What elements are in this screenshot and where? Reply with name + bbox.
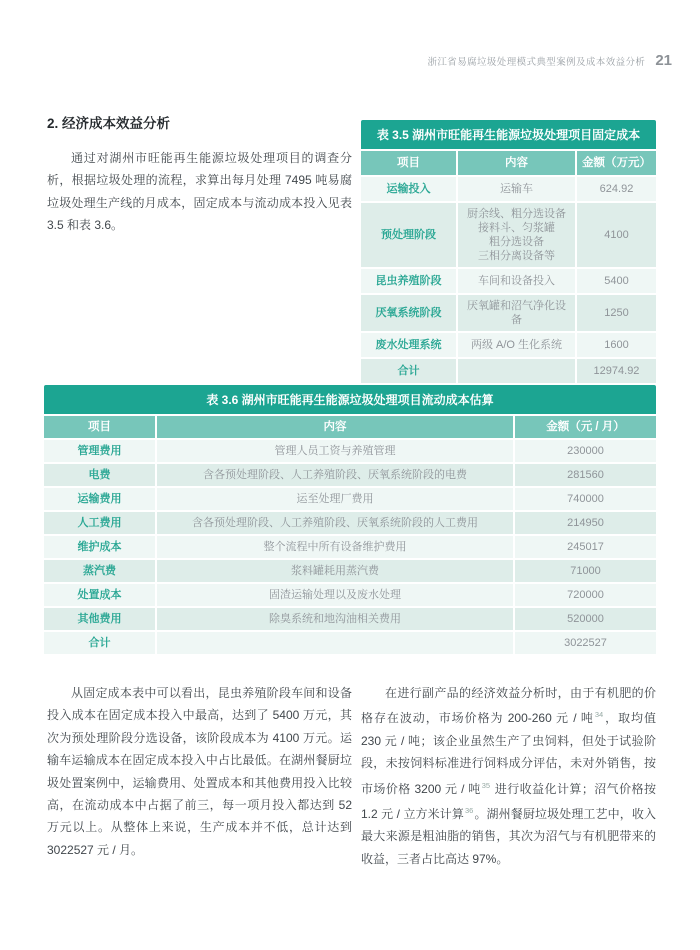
content-cell — [458, 295, 575, 331]
content-cell — [157, 632, 513, 654]
table-row — [44, 584, 656, 606]
byproduct-analysis-column — [361, 682, 656, 870]
item-cell: 处置成本 — [44, 584, 155, 606]
content-line: 接料斗、匀浆罐 — [478, 222, 555, 234]
content-line: 运输车 — [500, 183, 533, 195]
item-cell: 人工费用 — [44, 512, 155, 534]
column-header: 项目 — [44, 416, 155, 438]
amount-cell: 71000 — [515, 560, 656, 582]
column-header: 内容 — [458, 151, 575, 175]
amount-cell: 624.92 — [577, 177, 656, 201]
table-row — [44, 632, 656, 654]
amount-cell: 245017 — [515, 536, 656, 558]
content-line: 粗分选设备 — [489, 236, 544, 248]
fixed-cost-analysis-column — [47, 682, 352, 870]
running-head: 浙江省易腐垃圾处理模式典型案例及成本效益分析 — [427, 57, 646, 68]
table-row — [361, 203, 656, 267]
intro-column — [47, 112, 352, 383]
amount-cell: 720000 — [515, 584, 656, 606]
item-cell: 电费 — [44, 464, 155, 486]
top-section — [47, 112, 656, 383]
analysis-section — [47, 682, 656, 870]
table-row — [44, 560, 656, 582]
table-row — [361, 295, 656, 331]
content-line: 浆料罐耗用蒸汽费 — [291, 565, 379, 577]
content-cell — [458, 333, 575, 357]
table-row — [44, 440, 656, 462]
content-cell — [157, 608, 513, 630]
column-header: 金额（元 / 月） — [515, 416, 656, 438]
amount-cell: 520000 — [515, 608, 656, 630]
item-cell: 维护成本 — [44, 536, 155, 558]
content-line: 管理人员工资与养殖管理 — [274, 445, 396, 457]
content-line: 厨余线、粗分选设备 — [467, 208, 566, 220]
table-title: 表 3.5 湖州市旺能再生能源垃圾处理项目固定成本 — [361, 120, 656, 149]
amount-cell: 1250 — [577, 295, 656, 331]
column-header: 内容 — [157, 416, 513, 438]
item-cell: 其他费用 — [44, 608, 155, 630]
footnote-ref: 34 — [594, 710, 604, 720]
table-row — [361, 333, 656, 357]
intro-paragraph: 通过对湖州市旺能再生能源垃圾处理项目的调查分析，根据垃圾处理的流程，求算出每月处理 7495 吨易腐垃圾处理生产线的月成本，固定成本与流动成本投入见表 3.5 和表 3.6。 — [47, 151, 352, 233]
page-number: 21 — [655, 52, 672, 69]
item-cell: 合计 — [44, 632, 155, 654]
table-row — [361, 359, 656, 383]
amount-cell: 4100 — [577, 203, 656, 267]
content-cell — [458, 203, 575, 267]
amount-cell: 5400 — [577, 269, 656, 293]
footnote-ref: 35 — [481, 780, 491, 790]
amount-cell: 281560 — [515, 464, 656, 486]
byproduct-analysis-paragraph: 在进行副产品的经济效益分析时，由于有机肥的价格存在波动，市场价格为 200-260 元 / 吨$^{34}$，取均值 230 元 / 吨；该企业虽然生产了虫饲料，但处于试验阶段，未按饲料标准进行饲料成分评估，未对外销售，按市场价格 3200 元 / 吨$^{35}$ 进行收益化计算；沼气价格按 1.2 元 / 立方米计算$^{36}$。湖州餐厨垃圾处理工艺中，收入最大来源是粗油脂的销售，其次为沼气与有机肥带来的收益，三者占比高达 97%。 — [361, 686, 656, 866]
amount-cell: 214950 — [515, 512, 656, 534]
fixed-cost-analysis-paragraph: 从固定成本表中可以看出，昆虫养殖阶段车间和设备投入成本在固定成本投入中最高，达到了 5400 万元，其次为预处理阶段分选设备，该阶段成本为 4100 万元。运输车运输成本在固定成本投入中占比最低。在湖州餐厨垃圾处置案例中，运输费用、处置成本和其他费用投入比较高，在流动成本中占据了前三，每一项月投入都达到 52 万元以上。从整体上来说，生产成本并不低，总计达到 3022527 元 / 月。 — [47, 686, 352, 857]
content-cell — [157, 464, 513, 486]
page-header — [428, 52, 673, 69]
item-cell: 蒸汽费 — [44, 560, 155, 582]
content-line: 车间和设备投入 — [478, 275, 555, 287]
table-row — [44, 488, 656, 510]
flow-cost-section — [44, 385, 656, 654]
column-header: 金额（万元） — [577, 151, 656, 175]
content-cell — [458, 269, 575, 293]
content-cell — [157, 584, 513, 606]
item-cell: 运输投入 — [361, 177, 456, 201]
amount-cell: 740000 — [515, 488, 656, 510]
content-line: 整个流程中所有设备维护费用 — [263, 541, 407, 553]
content-line: 运至处理厂费用 — [296, 493, 374, 505]
item-cell: 废水处理系统 — [361, 333, 456, 357]
content-cell — [157, 536, 513, 558]
fixed-cost-table — [361, 120, 656, 383]
item-cell: 预处理阶段 — [361, 203, 456, 267]
table-row — [361, 177, 656, 201]
amount-cell: 230000 — [515, 440, 656, 462]
amount-cell: 3022527 — [515, 632, 656, 654]
content-cell — [157, 560, 513, 582]
content-cell — [458, 177, 575, 201]
table-title: 表 3.6 湖州市旺能再生能源垃圾处理项目流动成本估算 — [44, 385, 656, 414]
section-heading: 2. 经济成本效益分析 — [47, 116, 171, 131]
item-cell: 厌氧系统阶段 — [361, 295, 456, 331]
content-line: 固渣运输处理以及废水处理 — [269, 589, 401, 601]
content-line: 两级 A/O 生化系统 — [470, 339, 563, 351]
content-line: 三相分离设备等 — [478, 250, 555, 262]
item-cell: 合计 — [361, 359, 456, 383]
fixed-cost-column — [361, 112, 656, 383]
table-row — [44, 464, 656, 486]
table-row — [44, 512, 656, 534]
content-line: 含各预处理阶段、人工养殖阶段、厌氧系统阶段的人工费用 — [192, 517, 478, 529]
content-cell — [157, 512, 513, 534]
content-cell — [157, 488, 513, 510]
item-cell: 运输费用 — [44, 488, 155, 510]
content-cell — [157, 440, 513, 462]
item-cell: 管理费用 — [44, 440, 155, 462]
item-cell: 昆虫养殖阶段 — [361, 269, 456, 293]
table-header-row — [44, 416, 656, 438]
content-line: 厌氧罐和沼气净化设备 — [467, 300, 566, 326]
amount-cell: 1600 — [577, 333, 656, 357]
content-line: 含各预处理阶段、人工养殖阶段、厌氧系统阶段的电费 — [203, 469, 467, 481]
column-header: 项目 — [361, 151, 456, 175]
table-row — [44, 608, 656, 630]
content-cell — [458, 359, 575, 383]
footnote-ref: 36 — [465, 806, 474, 816]
table-header-row — [361, 151, 656, 175]
table-row — [361, 269, 656, 293]
content-line: 除臭系统和地沟油相关费用 — [269, 613, 401, 625]
amount-cell: 12974.92 — [577, 359, 656, 383]
table-row — [44, 536, 656, 558]
flow-cost-table — [44, 385, 656, 654]
